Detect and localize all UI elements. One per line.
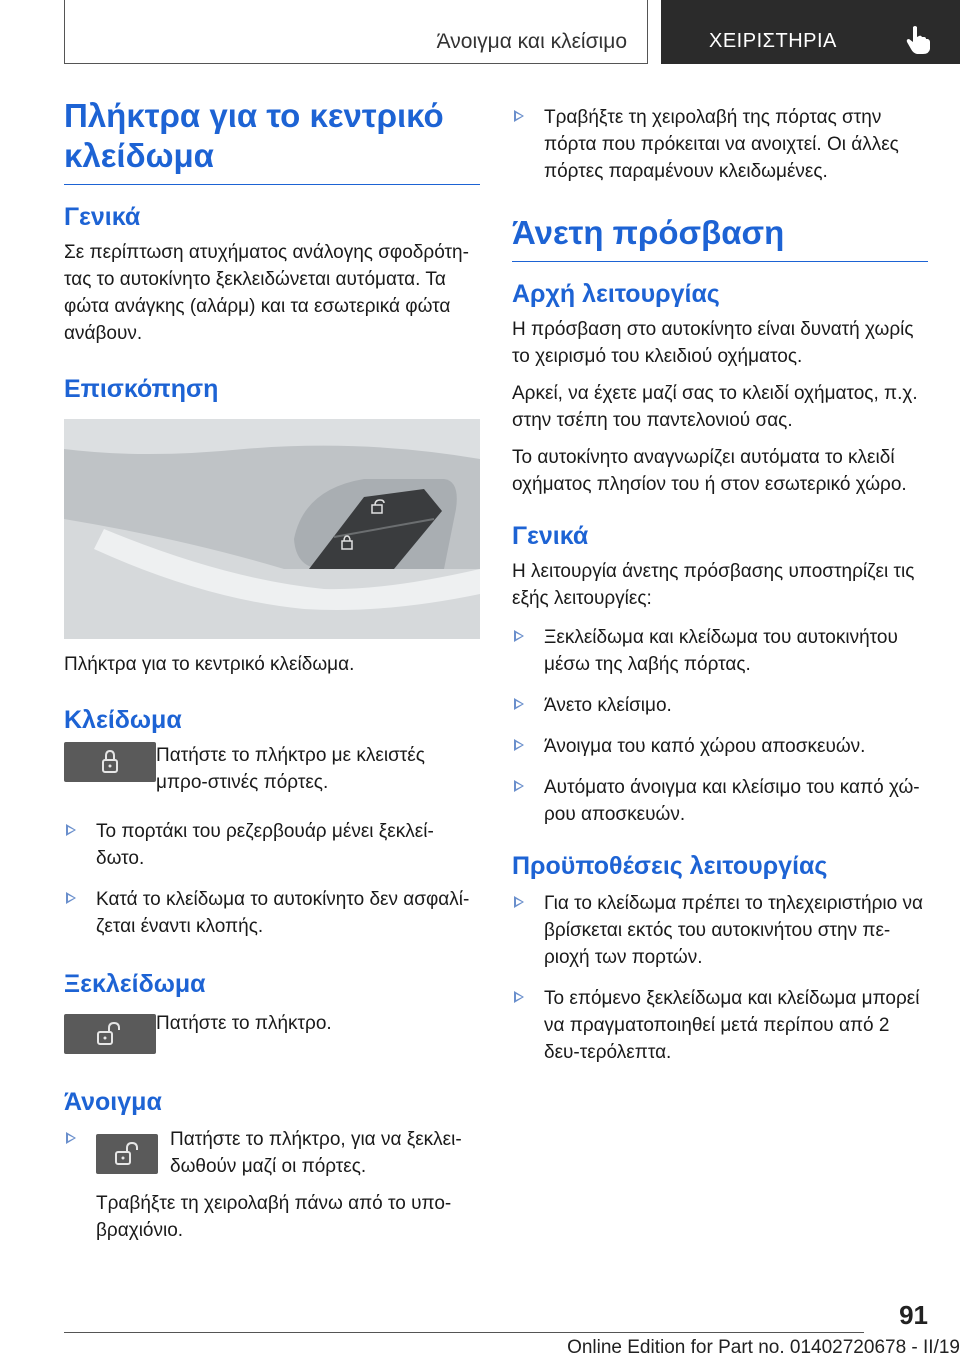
comfort-access-title: Άνετη πρόσβαση xyxy=(512,214,785,251)
page-footer xyxy=(64,1332,960,1358)
right-column xyxy=(512,104,928,1080)
section-box xyxy=(64,0,648,64)
left-column xyxy=(64,96,480,1258)
lock-open-icon xyxy=(112,1140,144,1168)
photo-caption: Πλήκτρα για το κεντρικό κλείδωμα. xyxy=(64,654,355,675)
overview-heading: Επισκόπηση xyxy=(64,375,219,403)
general-text: Σε περίπτωση ατυχήματος ανάλογης σφοδρότη‐τας το αυτοκίνητο ξεκλειδώνεται αυτόματα. Τα φώτα ανάγκης (αλάρμ) και τα εσωτερικά φώτα ανάβουν. xyxy=(64,242,469,344)
edition-text: Online Edition for Part no. 01402720678 - II/19 xyxy=(567,1337,960,1358)
list-item: Αυτόματο άνοιγμα και κλείσιμο του καπό χώ‐ρου αποσκευών. xyxy=(512,774,928,828)
section-title: Άνοιγμα και κλείσιμο xyxy=(436,30,627,53)
page-header xyxy=(64,0,960,64)
title-wrap xyxy=(64,96,480,185)
unlock-heading: Ξεκλείδωμα xyxy=(64,970,206,998)
chapter-tab xyxy=(661,0,960,64)
lock-text: Πατήστε το πλήκτρο με κλειστές μπρο‐στινές πόρτες. xyxy=(156,745,425,793)
prereq-heading: Προϋποθέσεις λειτουργίας xyxy=(512,852,828,880)
comfort-access-title-wrap xyxy=(512,213,928,262)
lock-closed-icon xyxy=(94,748,126,776)
unlock-button-graphic xyxy=(64,1014,156,1054)
list-item: Ξεκλείδωμα και κλείδωμα του αυτοκινήτου μέσω της λαβής πόρτας. xyxy=(512,624,928,678)
list-item: Τραβήξτε τη χειρολαβή της πόρτας στην πόρτα που πρόκειται να ανοιχτεί. Οι άλλες πόρτες παραμένουν κλειδωμένες. xyxy=(512,104,928,185)
principle-p1: Η πρόσβαση στο αυτοκίνητο είναι δυνατή χωρίς το χειρισμό του κλειδιού οχήματος. xyxy=(512,319,914,367)
open-heading: Άνοιγμα xyxy=(64,1088,162,1116)
comfort-general-text: Η λειτουργία άνετης πρόσβασης υποστηρίζει τις εξής λειτουργίες: xyxy=(512,561,915,609)
comfort-general-heading: Γενικά xyxy=(512,522,589,550)
unlock-instruction xyxy=(64,1010,480,1074)
lock-open-icon xyxy=(94,1020,126,1048)
open-bullets xyxy=(64,1126,480,1244)
prereq-bullets xyxy=(512,890,928,1066)
door-buttons-photo xyxy=(64,419,480,639)
open-button-graphic xyxy=(96,1134,158,1174)
list-item: Άνετο κλείσιμο. xyxy=(512,692,928,719)
principle-p2: Αρκεί, να έχετε μαζί σας το κλειδί οχήματος, π.χ. στην τσέπη του παντελονιού σας. xyxy=(512,383,918,431)
lock-bullets xyxy=(64,818,480,940)
list-item: Πατήστε το πλήκτρο, για να ξεκλει‐δωθούν μαζί οι πόρτες. Τραβήξτε τη χειρολαβή πάνω από το υπο‐βραχιόνιο. xyxy=(64,1126,480,1244)
list-item: Άνοιγμα του καπό χώρου αποσκευών. xyxy=(512,733,928,760)
list-item: Κατά το κλείδωμα το αυτοκίνητο δεν ασφαλί‐ζεται έναντι κλοπής. xyxy=(64,886,480,940)
hand-pointer-icon xyxy=(905,25,931,55)
unlock-text: Πατήστε το πλήκτρο. xyxy=(156,1013,332,1034)
list-item: Το επόμενο ξεκλείδωμα και κλείδωμα μπορεί να πραγματοποιηθεί μετά περίπου από 2 δευ‐τερόλεπτα. xyxy=(512,985,928,1066)
list-item: Για το κλείδωμα πρέπει το τηλεχειριστήριο να βρίσκεται εκτός του αυτοκινήτου στην πε‐ριοχή των πορτών. xyxy=(512,890,928,971)
door-handle-bullets xyxy=(512,104,928,185)
lock-heading: Κλείδωμα xyxy=(64,706,182,734)
comfort-functions xyxy=(512,624,928,828)
chapter-title: ΧΕΙΡΙΣΤΗΡΙΑ xyxy=(709,30,837,52)
list-item: Το πορτάκι του ρεζερβουάρ μένει ξεκλεί‐δωτο. xyxy=(64,818,480,872)
general-heading: Γενικά xyxy=(64,203,141,231)
door-photo-svg xyxy=(64,419,480,639)
page-number: 91 xyxy=(899,1300,928,1330)
principle-p3: Το αυτοκίνητο αναγνωρίζει αυτόματα το κλειδί οχήματος πλησίον του ή στον εσωτερικό χώρο. xyxy=(512,447,907,495)
principle-heading: Αρχή λειτουργίας xyxy=(512,280,720,308)
lock-button-graphic xyxy=(64,742,156,782)
central-locking-title: Πλήκτρα για το κεντρικό κλείδωμα xyxy=(64,97,444,174)
lock-instruction xyxy=(64,742,480,806)
